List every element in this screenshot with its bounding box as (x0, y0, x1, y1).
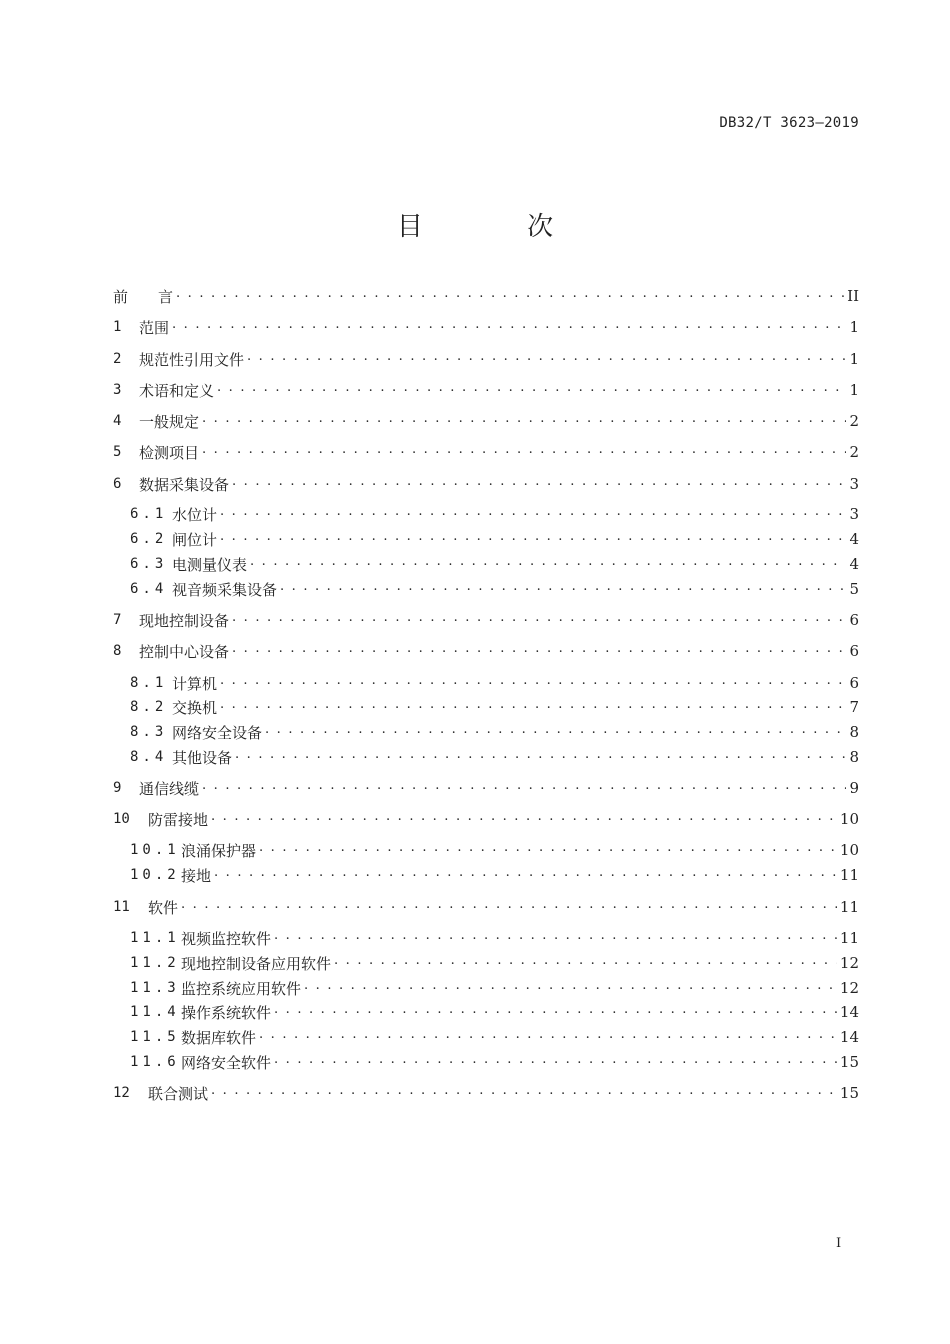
toc-entry[interactable] (113, 1081, 859, 1105)
toc-entry-page: 11 (839, 929, 859, 947)
toc-entry-page: II (847, 287, 859, 305)
toc-entry[interactable] (130, 695, 859, 719)
toc-entry-number: 11.1 (130, 930, 180, 946)
toc-entry[interactable] (130, 976, 859, 1000)
toc-entry-page: 3 (849, 505, 859, 523)
toc-entry-number: 11.4 (130, 1004, 180, 1020)
toc-entry-number: 11.5 (130, 1029, 180, 1045)
toc-entry-label: 电测量仪表 (172, 555, 248, 574)
toc-entry-label: 水位计 (172, 505, 218, 524)
toc-entry-number: 12 (113, 1085, 130, 1101)
toc-entry-label: 操作系统软件 (181, 1003, 272, 1022)
document-code: DB32/T 3623—2019 (719, 115, 859, 131)
toc-entry-page: 2 (849, 443, 859, 461)
toc-entry[interactable] (113, 776, 859, 800)
toc-entry-label: 计算机 (172, 674, 218, 693)
toc-entry-page: 9 (849, 779, 859, 797)
toc-entry-number: 10.1 (130, 842, 180, 858)
toc-entry-page: 12 (839, 979, 859, 997)
toc-entry-label: 通信线缆 (139, 779, 200, 798)
toc-entry-label: 数据采集设备 (139, 475, 230, 494)
toc-entry[interactable] (113, 315, 859, 339)
toc-entry[interactable] (113, 639, 859, 663)
toc-entry-number: 7 (113, 612, 122, 628)
toc-entry-page: 6 (849, 674, 859, 692)
toc-entry[interactable] (130, 745, 859, 769)
toc-entry-number: 9 (113, 780, 122, 796)
toc-entry[interactable] (130, 527, 859, 551)
toc-entry[interactable] (113, 378, 859, 402)
dot-leader (202, 409, 846, 433)
dot-leader (247, 347, 846, 371)
page-number: I (836, 1236, 842, 1251)
toc-entry[interactable] (130, 1050, 859, 1074)
toc-entry[interactable] (113, 347, 859, 371)
dot-leader (220, 671, 846, 695)
toc-entry-number: 8.3 (130, 724, 168, 740)
toc-entry[interactable] (113, 284, 859, 308)
toc-entry-label: 前 言 (113, 287, 174, 306)
toc-entry-number: 8.1 (130, 675, 168, 691)
toc-entry-page: 14 (839, 1028, 859, 1046)
toc-entry-label: 闸位计 (172, 530, 218, 549)
page-title: 目 次 (396, 212, 602, 242)
toc-entry[interactable] (130, 671, 859, 695)
toc-entry-page: 2 (849, 412, 859, 430)
dot-leader (274, 926, 837, 950)
toc-entry[interactable] (113, 807, 859, 831)
toc-entry-label: 软件 (148, 898, 179, 917)
dot-leader (259, 1025, 837, 1049)
toc-entry-label: 防雷接地 (148, 810, 209, 829)
toc-entry-number: 3 (113, 382, 122, 398)
toc-entry-page: 14 (839, 1003, 859, 1021)
dot-leader (232, 639, 846, 663)
dot-leader (172, 315, 846, 339)
dot-leader (274, 1000, 837, 1024)
toc-entry-page: 15 (839, 1053, 859, 1071)
toc-entry-number: 6 (113, 476, 122, 492)
toc-entry-label: 检测项目 (139, 443, 200, 462)
dot-leader (334, 951, 837, 975)
toc-entry-number: 8.2 (130, 699, 168, 715)
toc-entry-page: 6 (849, 642, 859, 660)
toc-entry-page: 11 (839, 898, 859, 916)
toc-entry-page: 4 (849, 555, 859, 573)
toc-entry-page: 3 (849, 475, 859, 493)
toc-entry-number: 8 (113, 643, 122, 659)
toc-entry-label: 视频监控软件 (181, 929, 272, 948)
toc-entry[interactable] (113, 472, 859, 496)
dot-leader (202, 440, 846, 464)
toc-entry-number: 11 (113, 899, 130, 915)
toc-entry-label: 其他设备 (172, 748, 233, 767)
toc-entry-label: 数据库软件 (181, 1028, 257, 1047)
toc-entry-page: 10 (839, 841, 859, 859)
toc-entry-number: 8.4 (130, 749, 168, 765)
toc-entry-number: 11.2 (130, 955, 180, 971)
toc-entry-number: 11.6 (130, 1054, 180, 1070)
dot-leader (235, 745, 846, 769)
toc-entry-page: 4 (849, 530, 859, 548)
dot-leader (220, 695, 846, 719)
dot-leader (181, 895, 837, 919)
dot-leader (220, 502, 846, 526)
dot-leader (280, 577, 846, 601)
toc-entry-label: 网络安全设备 (172, 723, 263, 742)
dot-leader (274, 1050, 837, 1074)
toc-entry-label: 交换机 (172, 698, 218, 717)
toc-entry-label: 浪涌保护器 (181, 841, 257, 860)
toc-entry-page: 1 (849, 381, 859, 399)
toc-entry-number: 10.2 (130, 867, 180, 883)
toc-entry-page: 1 (849, 350, 859, 368)
toc-entry[interactable] (113, 409, 859, 433)
toc-entry[interactable] (113, 608, 859, 632)
toc-entry-number: 1 (113, 319, 122, 335)
dot-leader (202, 776, 846, 800)
dot-leader (259, 838, 837, 862)
toc-entry-page: 5 (849, 580, 859, 598)
toc-entry-page: 15 (839, 1084, 859, 1102)
toc-entry-number: 6.4 (130, 581, 168, 597)
toc-entry[interactable] (113, 440, 859, 464)
toc-entry-label: 网络安全软件 (181, 1053, 272, 1072)
dot-leader (176, 284, 844, 308)
toc-entry-number: 6.3 (130, 556, 168, 572)
toc-entry-label: 控制中心设备 (139, 642, 230, 661)
toc-entry-page: 8 (849, 748, 859, 766)
toc-entry[interactable] (130, 863, 859, 887)
toc-entry[interactable] (130, 577, 859, 601)
toc-entry-number: 6.2 (130, 531, 168, 547)
toc-entry-label: 现地控制设备应用软件 (181, 954, 332, 973)
toc-entry-number: 11.3 (130, 980, 180, 996)
dot-leader (214, 863, 837, 887)
toc-entry[interactable] (130, 1025, 859, 1049)
toc-entry[interactable] (130, 720, 859, 744)
dot-leader (211, 1081, 837, 1105)
toc-entry-label: 规范性引用文件 (139, 350, 245, 369)
toc-entry-label: 术语和定义 (139, 381, 215, 400)
toc-entry-page: 11 (839, 866, 859, 884)
dot-leader (304, 976, 837, 1000)
toc-entry[interactable] (130, 552, 859, 576)
toc-entry-number: 4 (113, 413, 122, 429)
dot-leader (211, 807, 837, 831)
toc-entry-label: 监控系统应用软件 (181, 979, 302, 998)
toc-entry[interactable] (130, 951, 859, 975)
dot-leader (232, 472, 846, 496)
toc-entry-number: 10 (113, 811, 130, 827)
dot-leader (265, 720, 846, 744)
toc-entry-number: 6.1 (130, 506, 168, 522)
toc-entry-page: 12 (839, 954, 859, 972)
toc-entry[interactable] (113, 895, 859, 919)
toc-entry-page: 8 (849, 723, 859, 741)
toc-entry-label: 接地 (181, 866, 212, 885)
dot-leader (232, 608, 846, 632)
toc-entry[interactable] (130, 838, 859, 862)
toc-entry-page: 10 (839, 810, 859, 828)
toc-entry-number: 5 (113, 444, 122, 460)
toc-entry-number: 2 (113, 351, 122, 367)
toc-entry[interactable] (130, 502, 859, 526)
toc-entry-page: 7 (849, 698, 859, 716)
toc-entry-label: 联合测试 (148, 1084, 209, 1103)
dot-leader (250, 552, 846, 576)
toc-entry[interactable] (130, 926, 859, 950)
toc-entry-label: 现地控制设备 (139, 611, 230, 630)
toc-entry[interactable] (130, 1000, 859, 1024)
dot-leader (217, 378, 846, 402)
toc-entry-label: 范围 (139, 318, 170, 337)
toc-entry-page: 1 (849, 318, 859, 336)
toc-entry-label: 一般规定 (139, 412, 200, 431)
dot-leader (220, 527, 846, 551)
toc-entry-label: 视音频采集设备 (172, 580, 278, 599)
toc-entry-page: 6 (849, 611, 859, 629)
